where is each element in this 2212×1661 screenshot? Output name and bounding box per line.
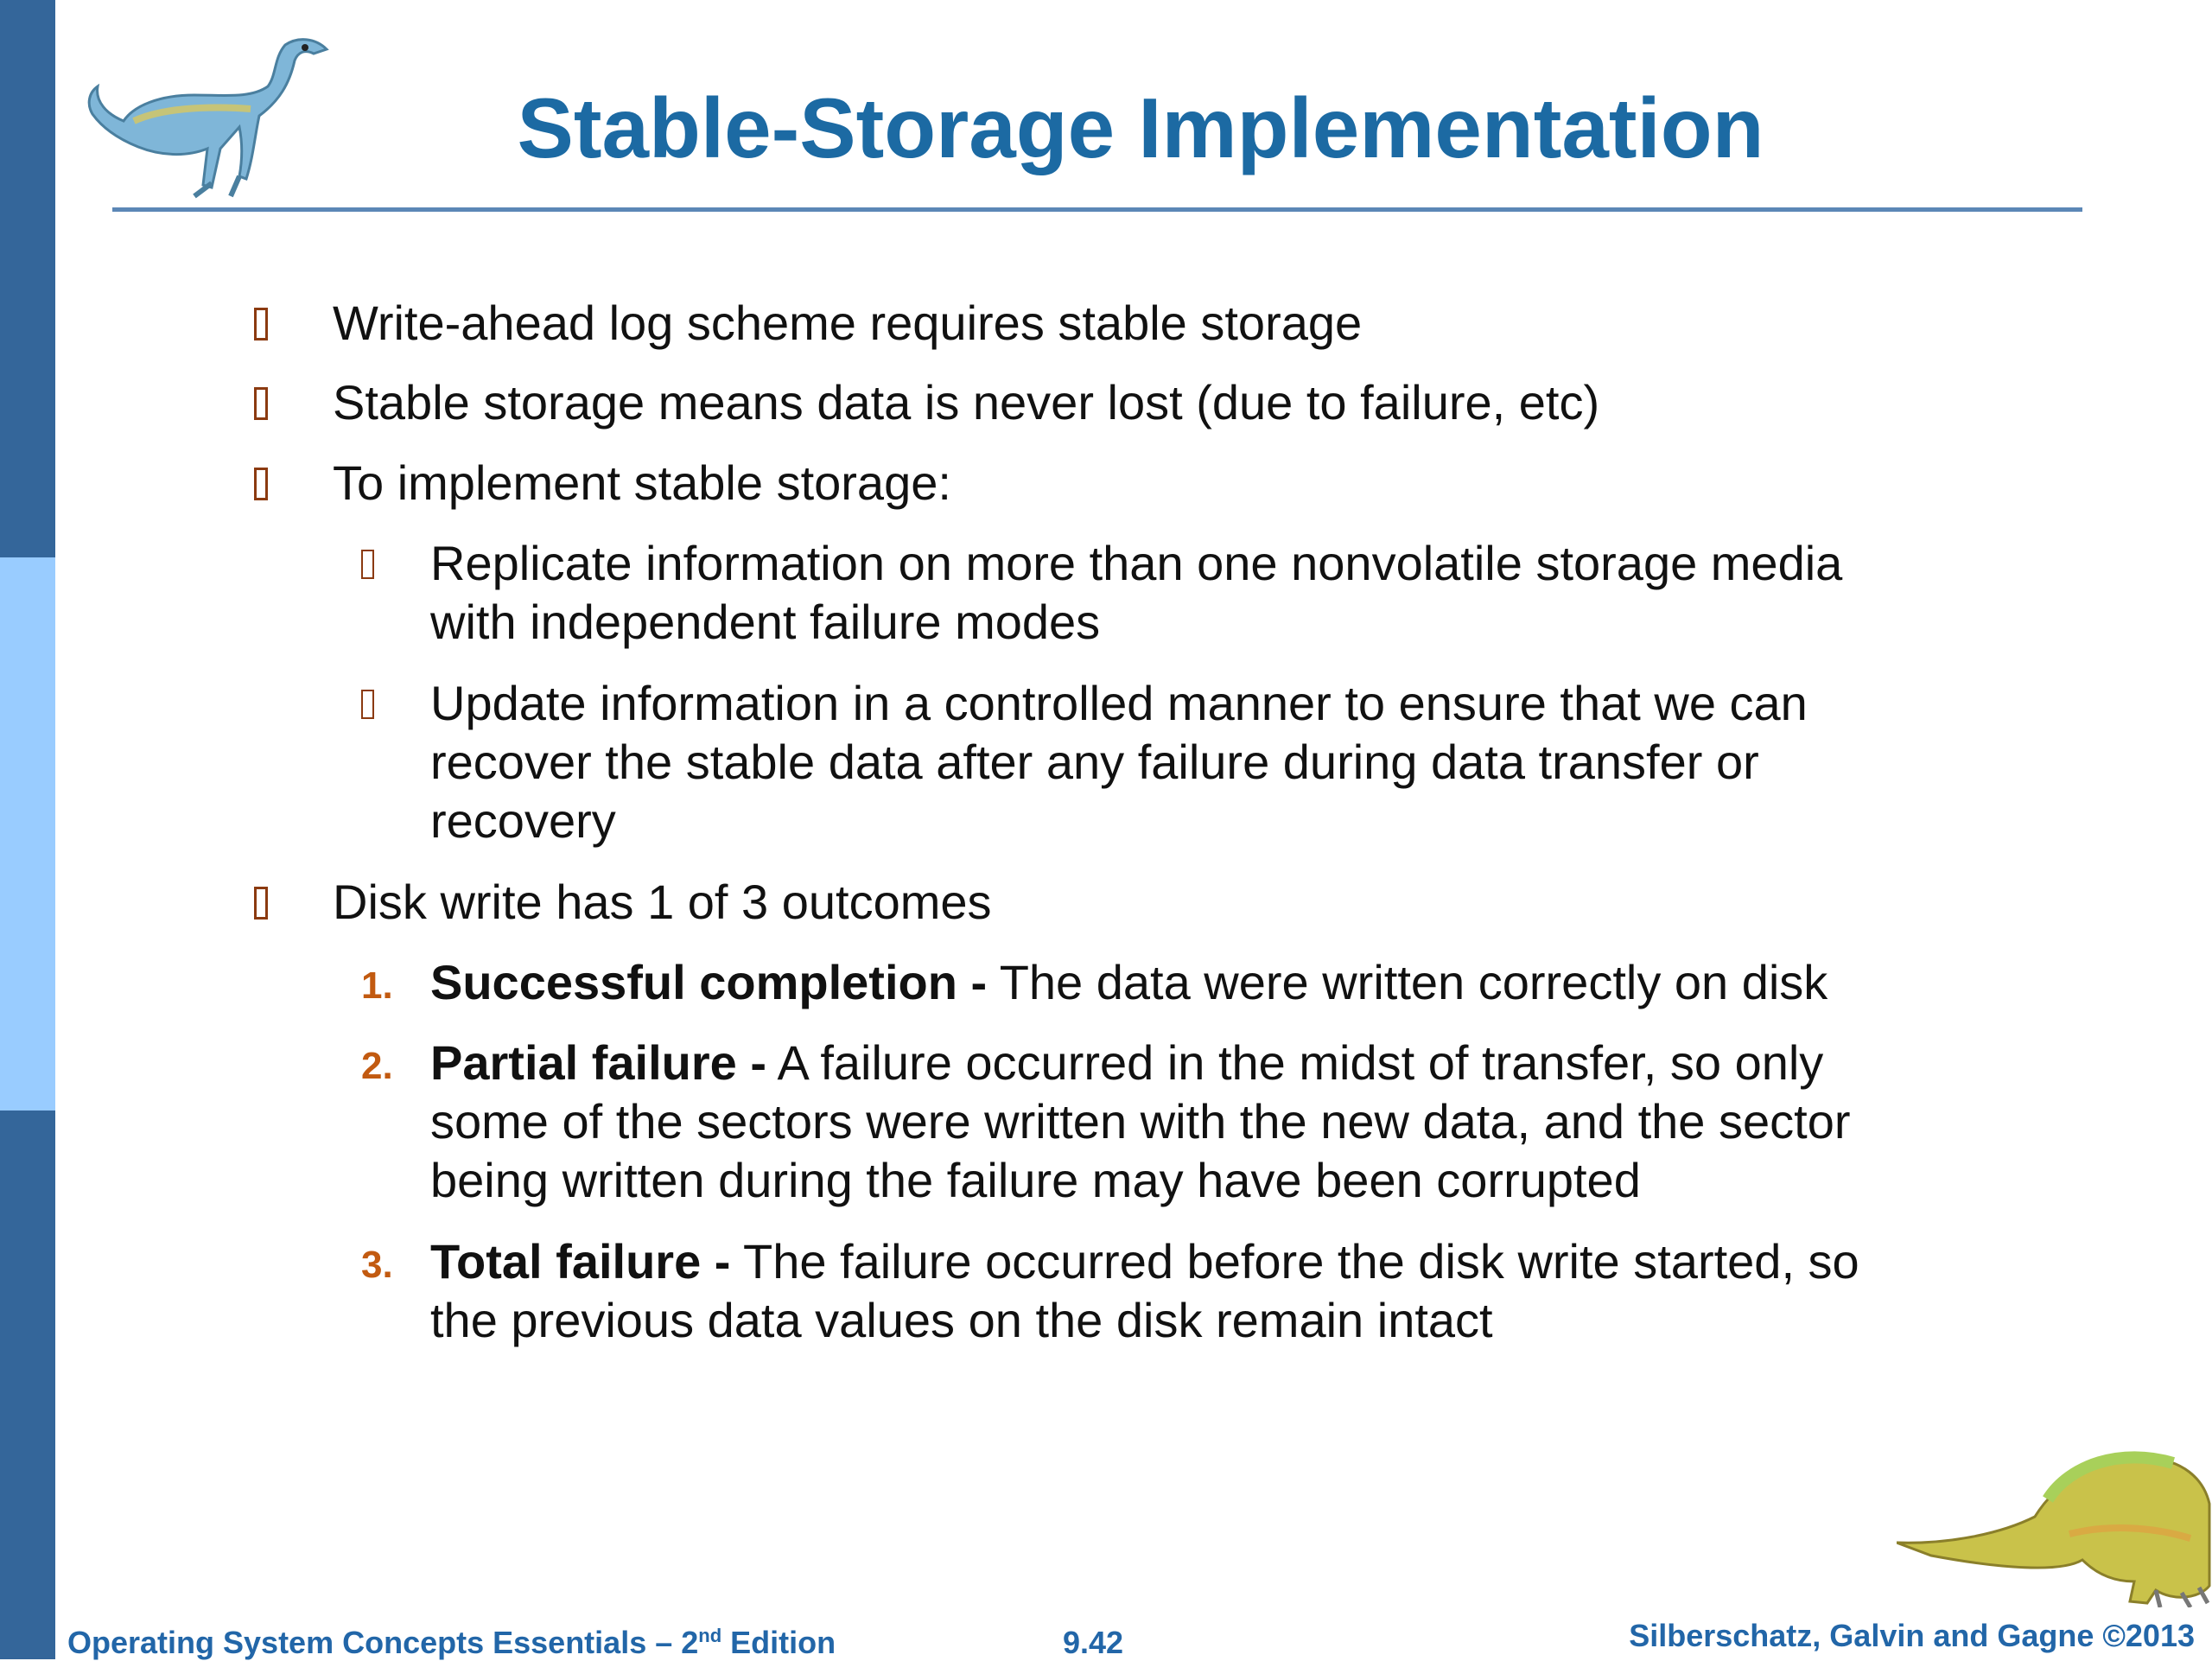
outcome-number: 1. — [361, 964, 393, 1007]
bullet-marker-icon — [254, 308, 268, 340]
footer-book-title: Operating System Concepts Essentials – 2nd Edition — [67, 1625, 836, 1660]
outcome-text: The data were written correctly on disk — [987, 955, 1828, 1009]
sub-bullet-marker-icon — [361, 690, 374, 719]
bullet-marker-icon — [254, 887, 268, 920]
outcome-term: Successful completion - — [430, 955, 988, 1009]
footer-page-number: 9.42 — [1063, 1625, 1124, 1660]
outcome-term: Total failure - — [430, 1234, 731, 1289]
bullet-item: Disk write has 1 of 3 outcomes — [333, 873, 1974, 932]
outcome-item — [361, 1232, 1916, 1350]
bullet-item: Write-ahead log scheme requires stable storage — [333, 294, 1974, 353]
outcome-term: Partial failure - — [430, 1035, 767, 1090]
bullet-item: Stable storage means data is never lost (due to failure, etc) — [333, 373, 1974, 432]
outcome-number: 3. — [361, 1244, 393, 1286]
bullet-marker-icon — [254, 387, 268, 420]
outcome-item — [361, 953, 1916, 1012]
sub-bullet-item: Replicate information on more than one nonvolatile storage media with independent failure modes — [430, 534, 1916, 652]
outcome-text: A failure occurred in the midst of transfer, so only some of the sectors were written with the new data, and the sector being written during the failure may have been corrupted — [430, 1035, 1851, 1207]
footer-copyright: Silberschatz, Galvin and Gagne ©2013 — [1629, 1618, 2195, 1653]
outcome-number: 2. — [361, 1045, 393, 1087]
sub-bullet-item: Update information in a controlled manner to ensure that we can recover the stable data after any failure during data transfer or recovery — [430, 674, 1882, 850]
bullet-marker-icon — [254, 468, 268, 500]
bullet-item: To implement stable storage: — [333, 454, 1974, 512]
dinosaur-illustration-icon — [1897, 1396, 2212, 1607]
outcome-text: The failure occurred before the disk write started, so the previous data values on the disk remain intact — [430, 1234, 1859, 1347]
sub-bullet-marker-icon — [361, 550, 374, 579]
slide-title: Stable-Storage Implementation — [517, 80, 1764, 175]
outcome-item — [361, 1034, 1916, 1210]
